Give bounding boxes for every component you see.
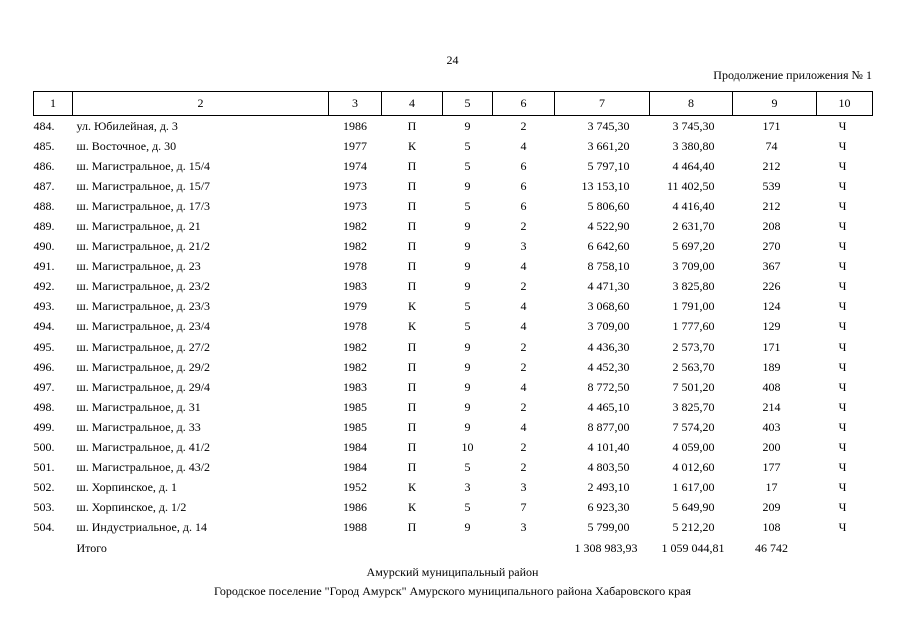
floors-cell: 9 bbox=[464, 419, 471, 434]
residents-cell: 403 bbox=[762, 419, 781, 434]
area-total-cell: 6 642,60 bbox=[587, 239, 630, 254]
address-cell: ш. Магистральное, д. 43/2 bbox=[76, 460, 211, 475]
entrances-cell: 2 bbox=[520, 359, 527, 374]
entrances-cell: 2 bbox=[520, 460, 527, 475]
floors-cell: 9 bbox=[464, 379, 471, 394]
address-cell: ш. Магистральное, д. 31 bbox=[76, 399, 201, 414]
year-cell: 1983 bbox=[343, 379, 367, 394]
total-col9: 46 742 bbox=[755, 540, 788, 555]
row-number-cell: 497. bbox=[33, 379, 55, 394]
status-cell: Ч bbox=[838, 239, 847, 254]
status-cell: Ч bbox=[838, 219, 847, 234]
table-row bbox=[34, 397, 873, 417]
year-cell: 1985 bbox=[343, 419, 367, 434]
area-total-cell: 4 436,30 bbox=[587, 339, 630, 354]
area-total-cell: 5 797,10 bbox=[587, 158, 630, 173]
row-number-cell: 491. bbox=[33, 259, 55, 274]
col-header: 6 bbox=[493, 92, 555, 116]
row-number-cell: 489. bbox=[33, 219, 55, 234]
area-living-cell: 5 649,90 bbox=[672, 500, 715, 515]
area-total-cell: 4 522,90 bbox=[587, 219, 630, 234]
col-header: 8 bbox=[650, 92, 733, 116]
area-living-cell: 4 012,60 bbox=[672, 460, 715, 475]
area-living-cell: 2 573,70 bbox=[672, 339, 715, 354]
residents-cell: 177 bbox=[762, 460, 781, 475]
address-cell: ш. Магистральное, д. 29/4 bbox=[76, 379, 211, 394]
col-header: 7 bbox=[555, 92, 650, 116]
floors-cell: 10 bbox=[461, 440, 474, 455]
material-cell: К bbox=[407, 319, 416, 334]
year-cell: 1982 bbox=[343, 219, 367, 234]
address-cell: ш. Магистральное, д. 23 bbox=[76, 259, 201, 274]
area-total-cell: 3 661,20 bbox=[587, 138, 630, 153]
year-cell: 1986 bbox=[343, 118, 367, 133]
table-row bbox=[34, 357, 873, 377]
floors-cell: 9 bbox=[464, 178, 471, 193]
table-row bbox=[34, 196, 873, 216]
entrances-cell: 2 bbox=[520, 279, 527, 294]
residents-cell: 212 bbox=[762, 158, 781, 173]
entrances-cell: 4 bbox=[520, 319, 527, 334]
area-living-cell: 11 402,50 bbox=[666, 178, 715, 193]
material-cell: П bbox=[407, 359, 417, 374]
status-cell: Ч bbox=[838, 460, 847, 475]
entrances-cell: 3 bbox=[520, 480, 527, 495]
floors-cell: 9 bbox=[464, 239, 471, 254]
material-cell: П bbox=[407, 219, 417, 234]
row-number-cell: 500. bbox=[33, 440, 55, 455]
year-cell: 1978 bbox=[343, 259, 367, 274]
material-cell: П bbox=[407, 440, 417, 455]
address-cell: ш. Магистральное, д. 41/2 bbox=[76, 440, 211, 455]
area-living-cell: 4 059,00 bbox=[672, 440, 715, 455]
row-number-cell: 492. bbox=[33, 279, 55, 294]
area-living-cell: 3 825,70 bbox=[672, 399, 715, 414]
area-total-cell: 4 803,50 bbox=[587, 460, 630, 475]
material-cell: К bbox=[407, 138, 416, 153]
entrances-cell: 2 bbox=[520, 399, 527, 414]
status-cell: Ч bbox=[838, 198, 847, 213]
col-header: 2 bbox=[73, 92, 329, 116]
floors-cell: 9 bbox=[464, 279, 471, 294]
address-cell: ш. Магистральное, д. 23/4 bbox=[76, 319, 211, 334]
status-cell: Ч bbox=[838, 319, 847, 334]
status-cell: Ч bbox=[838, 359, 847, 374]
area-living-cell: 1 791,00 bbox=[672, 299, 715, 314]
status-cell: Ч bbox=[838, 500, 847, 515]
floors-cell: 5 bbox=[464, 460, 471, 475]
area-living-cell: 1 777,60 bbox=[672, 319, 715, 334]
area-living-cell: 3 825,80 bbox=[672, 279, 715, 294]
material-cell: П bbox=[407, 259, 417, 274]
address-cell: ш. Магистральное, д. 33 bbox=[76, 419, 201, 434]
table-row bbox=[34, 377, 873, 397]
row-number-cell: 496. bbox=[33, 359, 55, 374]
row-number-cell: 487. bbox=[33, 178, 55, 193]
floors-cell: 5 bbox=[464, 500, 471, 515]
year-cell: 1977 bbox=[343, 138, 367, 153]
row-number-cell: 501. bbox=[33, 460, 55, 475]
floors-cell: 5 bbox=[464, 138, 471, 153]
year-cell: 1978 bbox=[343, 319, 367, 334]
area-living-cell: 4 416,40 bbox=[672, 198, 715, 213]
status-cell: Ч bbox=[838, 480, 847, 495]
entrances-cell: 6 bbox=[520, 198, 527, 213]
row-number-cell: 488. bbox=[33, 198, 55, 213]
row-number-cell: 495. bbox=[33, 339, 55, 354]
floors-cell: 9 bbox=[464, 259, 471, 274]
area-total-cell: 5 799,00 bbox=[587, 520, 630, 535]
area-living-cell: 7 501,20 bbox=[672, 379, 715, 394]
row-number-cell: 504. bbox=[33, 520, 55, 535]
entrances-cell: 2 bbox=[520, 440, 527, 455]
residents-cell: 17 bbox=[765, 480, 778, 495]
area-total-cell: 4 471,30 bbox=[587, 279, 630, 294]
address-cell: ш. Хорпинское, д. 1/2 bbox=[76, 500, 187, 515]
area-total-cell: 2 493,10 bbox=[587, 480, 630, 495]
residents-cell: 226 bbox=[762, 279, 781, 294]
status-cell: Ч bbox=[838, 118, 847, 133]
status-cell: Ч bbox=[838, 158, 847, 173]
floors-cell: 5 bbox=[464, 158, 471, 173]
footer-district: Амурский муниципальный район bbox=[366, 565, 539, 579]
status-cell: Ч bbox=[838, 399, 847, 414]
floors-cell: 5 bbox=[464, 319, 471, 334]
entrances-cell: 2 bbox=[520, 118, 527, 133]
residents-cell: 209 bbox=[762, 500, 781, 515]
table-row bbox=[34, 498, 873, 518]
address-cell: ш. Магистральное, д. 21 bbox=[76, 219, 201, 234]
year-cell: 1979 bbox=[343, 299, 367, 314]
material-cell: К bbox=[407, 299, 416, 314]
year-cell: 1974 bbox=[343, 158, 367, 173]
status-cell: Ч bbox=[838, 419, 847, 434]
table-row bbox=[34, 216, 873, 236]
table-row bbox=[34, 438, 873, 458]
floors-cell: 9 bbox=[464, 520, 471, 535]
entrances-cell: 2 bbox=[520, 219, 527, 234]
area-living-cell: 1 617,00 bbox=[672, 480, 715, 495]
area-living-cell: 3 380,80 bbox=[672, 138, 715, 153]
material-cell: П bbox=[407, 279, 417, 294]
year-cell: 1982 bbox=[343, 239, 367, 254]
row-number-cell: 498. bbox=[33, 399, 55, 414]
year-cell: 1952 bbox=[343, 480, 367, 495]
col-header: 5 bbox=[443, 92, 493, 116]
area-total-cell: 13 153,10 bbox=[581, 178, 630, 193]
residents-cell: 171 bbox=[762, 118, 781, 133]
row-number-cell: 486. bbox=[33, 158, 55, 173]
table-row bbox=[34, 417, 873, 437]
address-cell: ш. Восточное, д. 30 bbox=[76, 138, 177, 153]
entrances-cell: 4 bbox=[520, 259, 527, 274]
table-row bbox=[34, 277, 873, 297]
entrances-cell: 7 bbox=[520, 500, 527, 515]
material-cell: П bbox=[407, 520, 417, 535]
residents-cell: 189 bbox=[762, 359, 781, 374]
residents-cell: 200 bbox=[762, 440, 781, 455]
entrances-cell: 4 bbox=[520, 138, 527, 153]
area-total-cell: 3 709,00 bbox=[587, 319, 630, 334]
material-cell: П bbox=[407, 419, 417, 434]
row-number-cell: 490. bbox=[33, 239, 55, 254]
row-number-cell: 502. bbox=[33, 480, 55, 495]
year-cell: 1982 bbox=[343, 339, 367, 354]
area-total-cell: 5 806,60 bbox=[587, 198, 630, 213]
col-header: 4 bbox=[382, 92, 443, 116]
floors-cell: 9 bbox=[464, 399, 471, 414]
material-cell: П bbox=[407, 399, 417, 414]
area-total-cell: 4 452,30 bbox=[587, 359, 630, 374]
area-living-cell: 5 212,20 bbox=[672, 520, 715, 535]
status-cell: Ч bbox=[838, 339, 847, 354]
entrances-cell: 6 bbox=[520, 158, 527, 173]
address-cell: ш. Магистральное, д. 21/2 bbox=[76, 239, 211, 254]
address-cell: ш. Магистральное, д. 15/7 bbox=[76, 178, 211, 193]
area-living-cell: 2 563,70 bbox=[672, 359, 715, 374]
row-number-cell: 503. bbox=[33, 500, 55, 515]
address-cell: ш. Магистральное, д. 23/3 bbox=[76, 299, 211, 314]
material-cell: П bbox=[407, 379, 417, 394]
header-row bbox=[34, 92, 873, 116]
residents-cell: 124 bbox=[762, 299, 781, 314]
area-total-cell: 8 772,50 bbox=[587, 379, 630, 394]
year-cell: 1985 bbox=[343, 399, 367, 414]
status-cell: Ч bbox=[838, 520, 847, 535]
status-cell: Ч bbox=[838, 379, 847, 394]
total-col7: 1 308 983,93 bbox=[574, 540, 638, 555]
page-number: 24 bbox=[446, 53, 459, 67]
address-cell: ш. Магистральное, д. 15/4 bbox=[76, 158, 211, 173]
table-row bbox=[34, 237, 873, 257]
table-row bbox=[34, 257, 873, 277]
total-col8: 1 059 044,81 bbox=[661, 540, 725, 555]
address-cell: ул. Юбилейная, д. 3 bbox=[76, 118, 178, 133]
residents-cell: 214 bbox=[762, 399, 781, 414]
residents-cell: 208 bbox=[762, 219, 781, 234]
material-cell: К bbox=[407, 480, 416, 495]
year-cell: 1983 bbox=[343, 279, 367, 294]
table-row bbox=[34, 136, 873, 156]
address-cell: ш. Хорпинское, д. 1 bbox=[76, 480, 178, 495]
residents-cell: 408 bbox=[762, 379, 781, 394]
residents-cell: 212 bbox=[762, 198, 781, 213]
year-cell: 1984 bbox=[343, 460, 367, 475]
area-total-cell: 4 465,10 bbox=[587, 399, 630, 414]
row-number-cell: 485. bbox=[33, 138, 55, 153]
status-cell: Ч bbox=[838, 279, 847, 294]
material-cell: К bbox=[407, 500, 416, 515]
residents-cell: 539 bbox=[762, 178, 781, 193]
floors-cell: 5 bbox=[464, 299, 471, 314]
material-cell: П bbox=[407, 158, 417, 173]
area-living-cell: 7 574,20 bbox=[672, 419, 715, 434]
col-header: 3 bbox=[329, 92, 382, 116]
year-cell: 1973 bbox=[343, 178, 367, 193]
housing-table bbox=[33, 91, 873, 558]
material-cell: П bbox=[407, 198, 417, 213]
address-cell: ш. Индустриальное, д. 14 bbox=[76, 520, 207, 535]
year-cell: 1982 bbox=[343, 359, 367, 374]
area-living-cell: 3 709,00 bbox=[672, 259, 715, 274]
status-cell: Ч bbox=[838, 178, 847, 193]
status-cell: Ч bbox=[838, 259, 847, 274]
table-row bbox=[34, 116, 873, 137]
address-cell: ш. Магистральное, д. 17/3 bbox=[76, 198, 211, 213]
row-number-cell: 494. bbox=[33, 319, 55, 334]
residents-cell: 270 bbox=[762, 239, 781, 254]
area-total-cell: 4 101,40 bbox=[587, 440, 630, 455]
residents-cell: 367 bbox=[762, 259, 781, 274]
floors-cell: 5 bbox=[464, 198, 471, 213]
row-number-cell: 484. bbox=[33, 118, 55, 133]
col-header: 1 bbox=[34, 92, 73, 116]
status-cell: Ч bbox=[838, 299, 847, 314]
material-cell: П bbox=[407, 239, 417, 254]
continuation-note: Продолжение приложения № 1 bbox=[713, 68, 872, 82]
year-cell: 1986 bbox=[343, 500, 367, 515]
floors-cell: 9 bbox=[464, 339, 471, 354]
residents-cell: 171 bbox=[762, 339, 781, 354]
residents-cell: 129 bbox=[762, 319, 781, 334]
table-row bbox=[34, 156, 873, 176]
area-total-cell: 8 877,00 bbox=[587, 419, 630, 434]
address-cell: ш. Магистральное, д. 29/2 bbox=[76, 359, 211, 374]
area-living-cell: 4 464,40 bbox=[672, 158, 715, 173]
table-row bbox=[34, 297, 873, 317]
area-total-cell: 8 758,10 bbox=[587, 259, 630, 274]
material-cell: П bbox=[407, 339, 417, 354]
residents-cell: 74 bbox=[765, 138, 778, 153]
table-row bbox=[34, 317, 873, 337]
status-cell: Ч bbox=[838, 440, 847, 455]
address-cell: ш. Магистральное, д. 23/2 bbox=[76, 279, 211, 294]
table-row bbox=[34, 458, 873, 478]
entrances-cell: 3 bbox=[520, 520, 527, 535]
year-cell: 1988 bbox=[343, 520, 367, 535]
col-header: 9 bbox=[733, 92, 817, 116]
residents-cell: 108 bbox=[762, 520, 781, 535]
material-cell: П bbox=[407, 460, 417, 475]
table-row bbox=[34, 478, 873, 498]
floors-cell: 9 bbox=[464, 219, 471, 234]
status-cell: Ч bbox=[838, 138, 847, 153]
entrances-cell: 4 bbox=[520, 419, 527, 434]
total-row bbox=[34, 538, 873, 558]
year-cell: 1973 bbox=[343, 198, 367, 213]
entrances-cell: 4 bbox=[520, 379, 527, 394]
table-row bbox=[34, 176, 873, 196]
year-cell: 1984 bbox=[343, 440, 367, 455]
area-total-cell: 6 923,30 bbox=[587, 500, 630, 515]
area-total-cell: 3 068,60 bbox=[587, 299, 630, 314]
entrances-cell: 4 bbox=[520, 299, 527, 314]
area-total-cell: 3 745,30 bbox=[587, 118, 630, 133]
table-row bbox=[34, 337, 873, 357]
entrances-cell: 6 bbox=[520, 178, 527, 193]
entrances-cell: 2 bbox=[520, 339, 527, 354]
col-header: 10 bbox=[817, 92, 873, 116]
material-cell: П bbox=[407, 118, 417, 133]
floors-cell: 3 bbox=[464, 480, 471, 495]
row-number-cell: 493. bbox=[33, 299, 55, 314]
footer-settlement: Городское поселение "Город Амурск" Амурского муниципального района Хабаровского края bbox=[214, 584, 691, 598]
floors-cell: 9 bbox=[464, 118, 471, 133]
address-cell: ш. Магистральное, д. 27/2 bbox=[76, 339, 211, 354]
entrances-cell: 3 bbox=[520, 239, 527, 254]
total-label: Итого bbox=[76, 540, 107, 555]
area-living-cell: 3 745,30 bbox=[672, 118, 715, 133]
material-cell: П bbox=[407, 178, 417, 193]
floors-cell: 9 bbox=[464, 359, 471, 374]
area-living-cell: 5 697,20 bbox=[672, 239, 715, 254]
area-living-cell: 2 631,70 bbox=[672, 219, 715, 234]
table-row bbox=[34, 518, 873, 538]
row-number-cell: 499. bbox=[33, 419, 55, 434]
